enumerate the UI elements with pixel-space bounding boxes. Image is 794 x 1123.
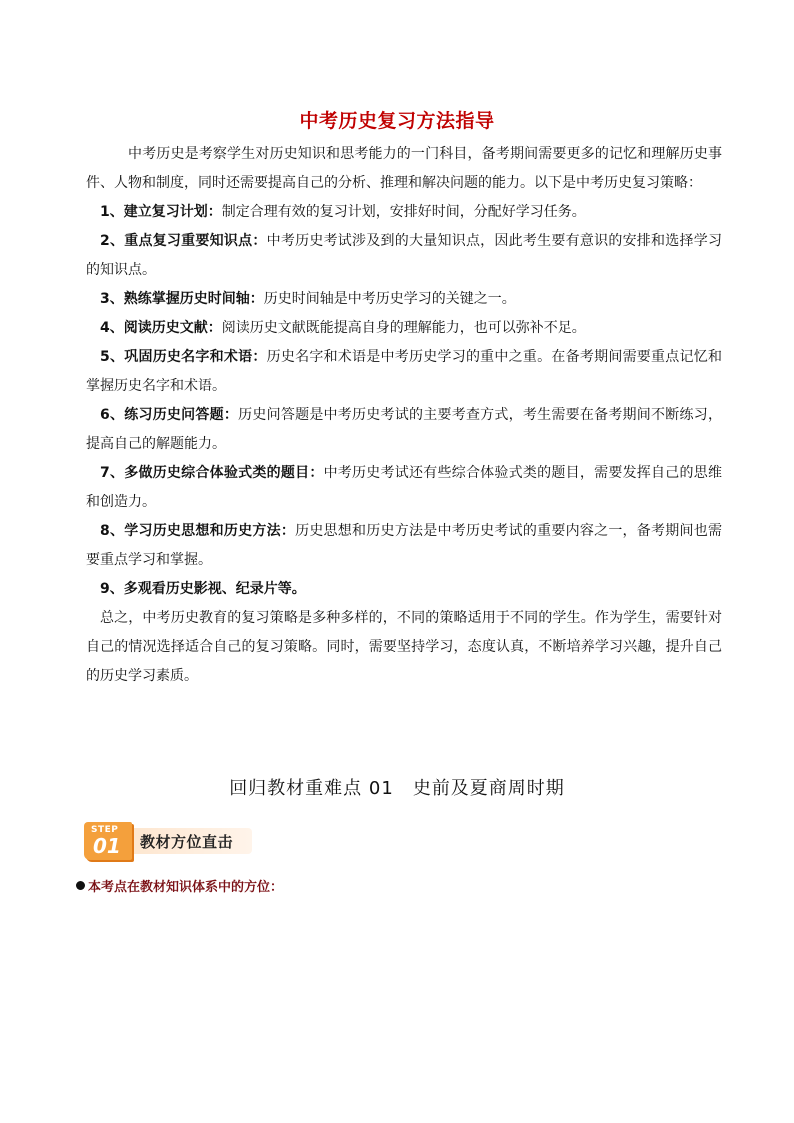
bullet-text: 本考点在教材知识体系中的方位： — [88, 880, 284, 895]
strategy-item-1 — [86, 198, 722, 227]
bullet-dot-icon — [76, 881, 85, 890]
strategy-key: 7、多做历史综合体验式类的题目： — [100, 465, 324, 481]
strategy-item-3 — [86, 285, 722, 314]
strategy-key: 4、阅读历史文献： — [100, 320, 222, 336]
step-banner — [84, 822, 256, 860]
step-word: STEP — [91, 825, 119, 835]
strategy-text: 阅读历史文献既能提高自身的理解能力，也可以弥补不足。 — [221, 320, 586, 336]
strategy-key: 5、巩固历史名字和术语： — [100, 349, 267, 365]
page-title: 中考历史复习方法指导 — [299, 110, 495, 132]
strategy-key: 1、建立复习计划： — [100, 204, 222, 220]
step-badge — [84, 822, 132, 860]
step-label-bar — [128, 828, 252, 854]
strategy-text: 历史思想和历史方法是中考历史考试的重要内容之一，备考期间也需要重点学习和掌握。 — [86, 523, 722, 568]
strategy-item-4 — [86, 314, 722, 343]
strategy-text: 中考历史考试还有些综合体验式类的题目，需要发挥自己的思维和创造力。 — [86, 465, 722, 510]
strategy-key: 8、学习历史思想和历史方法： — [100, 523, 296, 539]
strategy-item-6 — [86, 401, 722, 459]
bullet-heading — [76, 876, 283, 895]
strategy-text: 中考历史考试涉及到的大量知识点，因此考生要有意识的安排和选择学习的知识点。 — [86, 233, 722, 278]
intro-paragraph: 中考历史是考察学生对历史知识和思考能力的一门科目，备考期间需要更多的记忆和理解历史事件、人物和制度，同时还需要提高自己的分析、推理和解决问题的能力。以下是中考历史复习策略： — [86, 146, 722, 191]
strategy-text: 历史问答题是中考历史考试的主要考查方式，考生需要在备考期间不断练习，提高自己的解题能力。 — [86, 407, 722, 452]
section-title: 回归教材重难点 01 史前及夏商周时期 — [229, 778, 565, 799]
strategy-item-8 — [86, 517, 722, 575]
strategy-key: 6、练习历史问答题： — [100, 407, 239, 423]
strategy-list — [86, 198, 722, 604]
strategy-item-5 — [86, 343, 722, 401]
step-number: 01 — [93, 834, 121, 858]
strategy-item-7 — [86, 459, 722, 517]
summary-paragraph: 总之，中考历史教育的复习策略是多种多样的，不同的策略适用于不同的学生。作为学生，需要针对自己的情况选择适合自己的复习策略。同时，需要坚持学习，态度认真，不断培养学习兴趣，提升自己的历史学习素质。 — [86, 610, 722, 684]
strategy-item-2 — [86, 227, 722, 285]
strategy-key: 3、熟练掌握历史时间轴： — [100, 291, 264, 307]
strategy-key: 9、多观看历史影视、纪录片等。 — [100, 581, 306, 597]
strategy-item-9 — [86, 575, 722, 604]
strategy-text: 制定合理有效的复习计划，安排好时间，分配好学习任务。 — [221, 204, 586, 220]
strategy-key: 2、重点复习重要知识点： — [100, 233, 267, 249]
strategy-text: 历史名字和术语是中考历史学习的重中之重。在备考期间需要重点记忆和掌握历史名字和术语。 — [86, 349, 722, 394]
step-label: 教材方位直击 — [140, 833, 234, 851]
strategy-text: 历史时间轴是中考历史学习的关键之一。 — [263, 291, 516, 307]
